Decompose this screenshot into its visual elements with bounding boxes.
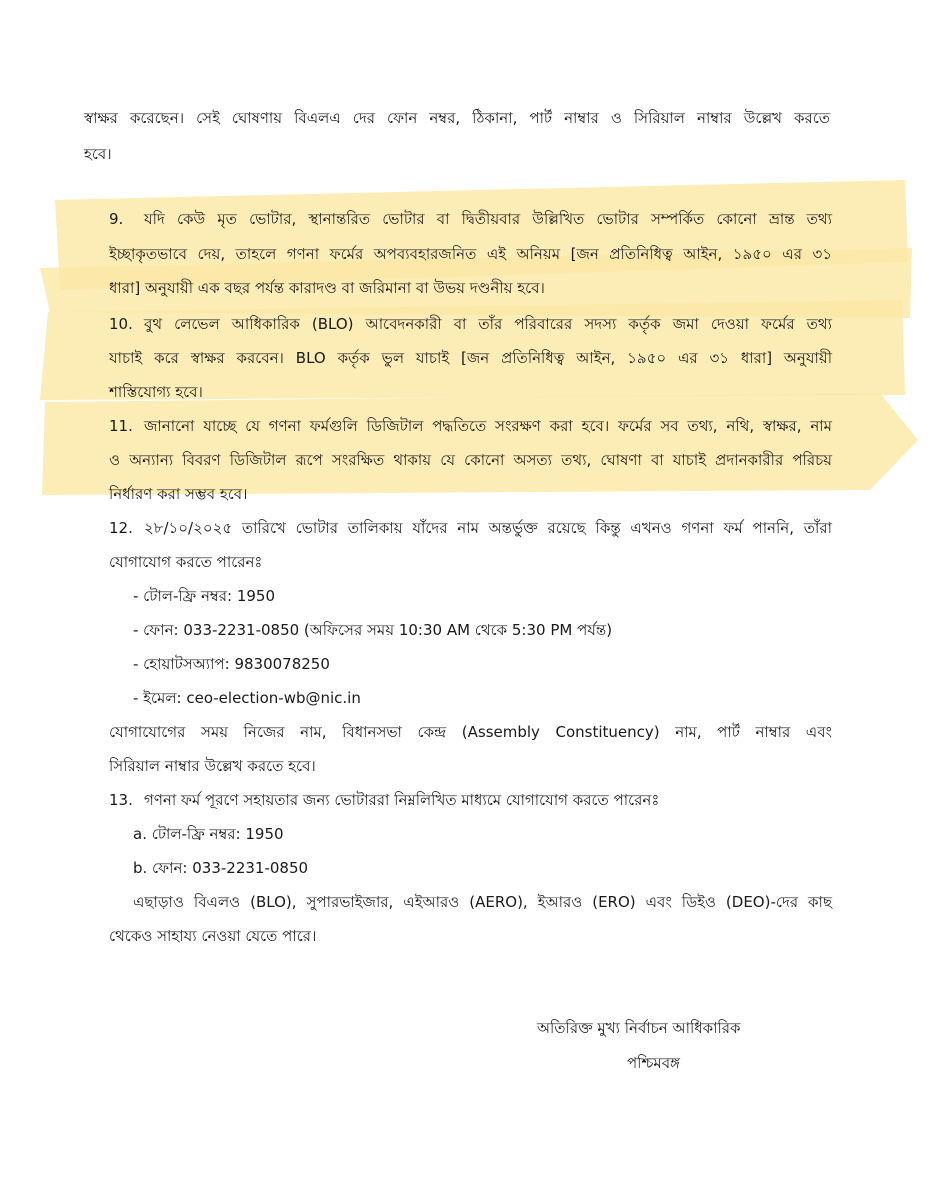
p12-note-line-1: যোগাযোগের সময় নিজের নাম, বিধানসভা কেন্দ্র (Assembly Constituency) নাম, পার্ট নাম্বার এবং	[109, 723, 832, 741]
intro-line-2: হবে।	[84, 145, 112, 163]
p9-number: 9.	[109, 210, 124, 228]
p11-line-2: ও অন্যান্য বিবরণ ডিজিটাল রূপে সংরক্ষিত থাকায় যে কোনো অসত্য তথ্য, ঘোষণা বা যাচাই প্রদানকারীর পরিচয়	[109, 451, 832, 469]
p10-line-1: বুথ লেভেল আধিকারিক (BLO) আবেদনকারী বা তাঁর পরিবারের সদস্য কর্তৃক জমা দেওয়া ফর্মের তথ্য	[144, 315, 832, 333]
p10-line-3: শাস্তিযোগ্য হবে।	[109, 383, 203, 401]
p9-line-1: যদি কেউ মৃত ভোটার, স্থানান্তরিত ভোটার বা দ্বিতীয়বার উল্লিখিত ভোটার সম্পর্কিত কোনো ভ্রান্ত তথ্য	[144, 210, 832, 228]
p11-number: 11.	[109, 417, 133, 435]
p12-line-2: যোগাযোগ করতে পারেনঃ	[109, 553, 263, 571]
p13-list-item: a. টোল-ফ্রি নম্বর: 1950	[133, 825, 284, 843]
p12-list-item: - টোল-ফ্রি নম্বর: 1950	[133, 587, 276, 605]
p10-line-2: যাচাই করে স্বাক্ষর করবেন। BLO কর্তৃক ভুল যাচাই [জন প্রতিনিধিত্ব আইন, ১৯৫০ এর ৩১ ধারা] অনুযায়ী	[109, 349, 832, 367]
p9-line-2: ইচ্ছাকৃতভাবে দেয়, তাহলে গণনা ফর্মের অপব্যবহারজনিত এই অনিয়ম [জন প্রতিনিধিত্ব আইন, ১৯৫০ এর ৩১	[109, 245, 832, 263]
p10-number: 10.	[109, 315, 133, 333]
p13-note-line-2: থেকেও সাহায্য নেওয়া যেতে পারে।	[109, 927, 317, 945]
intro-line-1: স্বাক্ষর করেছেন। সেই ঘোষণায় বিএলএ দের ফোন নম্বর, ঠিকানা, পার্ট নাম্বার ও সিরিয়াল নাম্বার উল্লেখ করতে	[84, 109, 830, 127]
p12-note-line-2: সিরিয়াল নাম্বার উল্লেখ করতে হবে।	[109, 757, 316, 775]
p11-line-1: জানানো যাচ্ছে যে গণনা ফর্মগুলি ডিজিটাল পদ্ধতিতে সংরক্ষণ করা হবে। ফর্মের সব তথ্য, নথি, স্বাক্ষর, নাম	[144, 417, 832, 435]
highlight-stroke-4	[42, 393, 918, 495]
p12-number: 12.	[109, 519, 133, 537]
p12-list-item: - ইমেল: ceo-election-wb@nic.in	[133, 689, 361, 707]
p13-list-item: b. ফোন: 033-2231-0850	[133, 859, 309, 877]
p13-line-1: গণনা ফর্ম পূরণে সহায়তার জন্য ভোটাররা নিম্নলিখিত মাধ্যমে যোগাযোগ করতে পারেনঃ	[144, 791, 660, 809]
p12-list-item: - হোয়াটসঅ্যাপ: 9830078250	[133, 655, 330, 673]
p11-line-3: নির্ধারণ করা সম্ভব হবে।	[109, 485, 248, 503]
p13-number: 13.	[109, 791, 133, 809]
p9-line-3: ধারা] অনুযায়ী এক বছর পর্যন্ত কারাদণ্ড বা জরিমানা বা উভয় দণ্ডনীয় হবে।	[109, 279, 545, 297]
p12-line-1: ২৮/১০/২০২৫ তারিখে ভোটার তালিকায় যাঁদের নাম অন্তর্ভুক্ত রয়েছে কিন্তু এখনও গণনা ফর্ম পাননি, তাঁরা	[144, 519, 832, 537]
p13-note-line-1: এছাড়াও বিএলও (BLO), সুপারভাইজার, এইআরও (AERO), ইআরও (ERO) এবং ডিইও (DEO)-দের কাছ	[133, 893, 832, 911]
p12-list-item: - ফোন: 033-2231-0850 (অফিসের সময় 10:30 AM থেকে 5:30 PM পর্যন্ত)	[133, 621, 613, 639]
signature-state: পশ্চিমবঙ্গ	[627, 1054, 680, 1072]
signature-designation: অতিরিক্ত মুখ্য নির্বাচন আধিকারিক	[537, 1019, 741, 1037]
